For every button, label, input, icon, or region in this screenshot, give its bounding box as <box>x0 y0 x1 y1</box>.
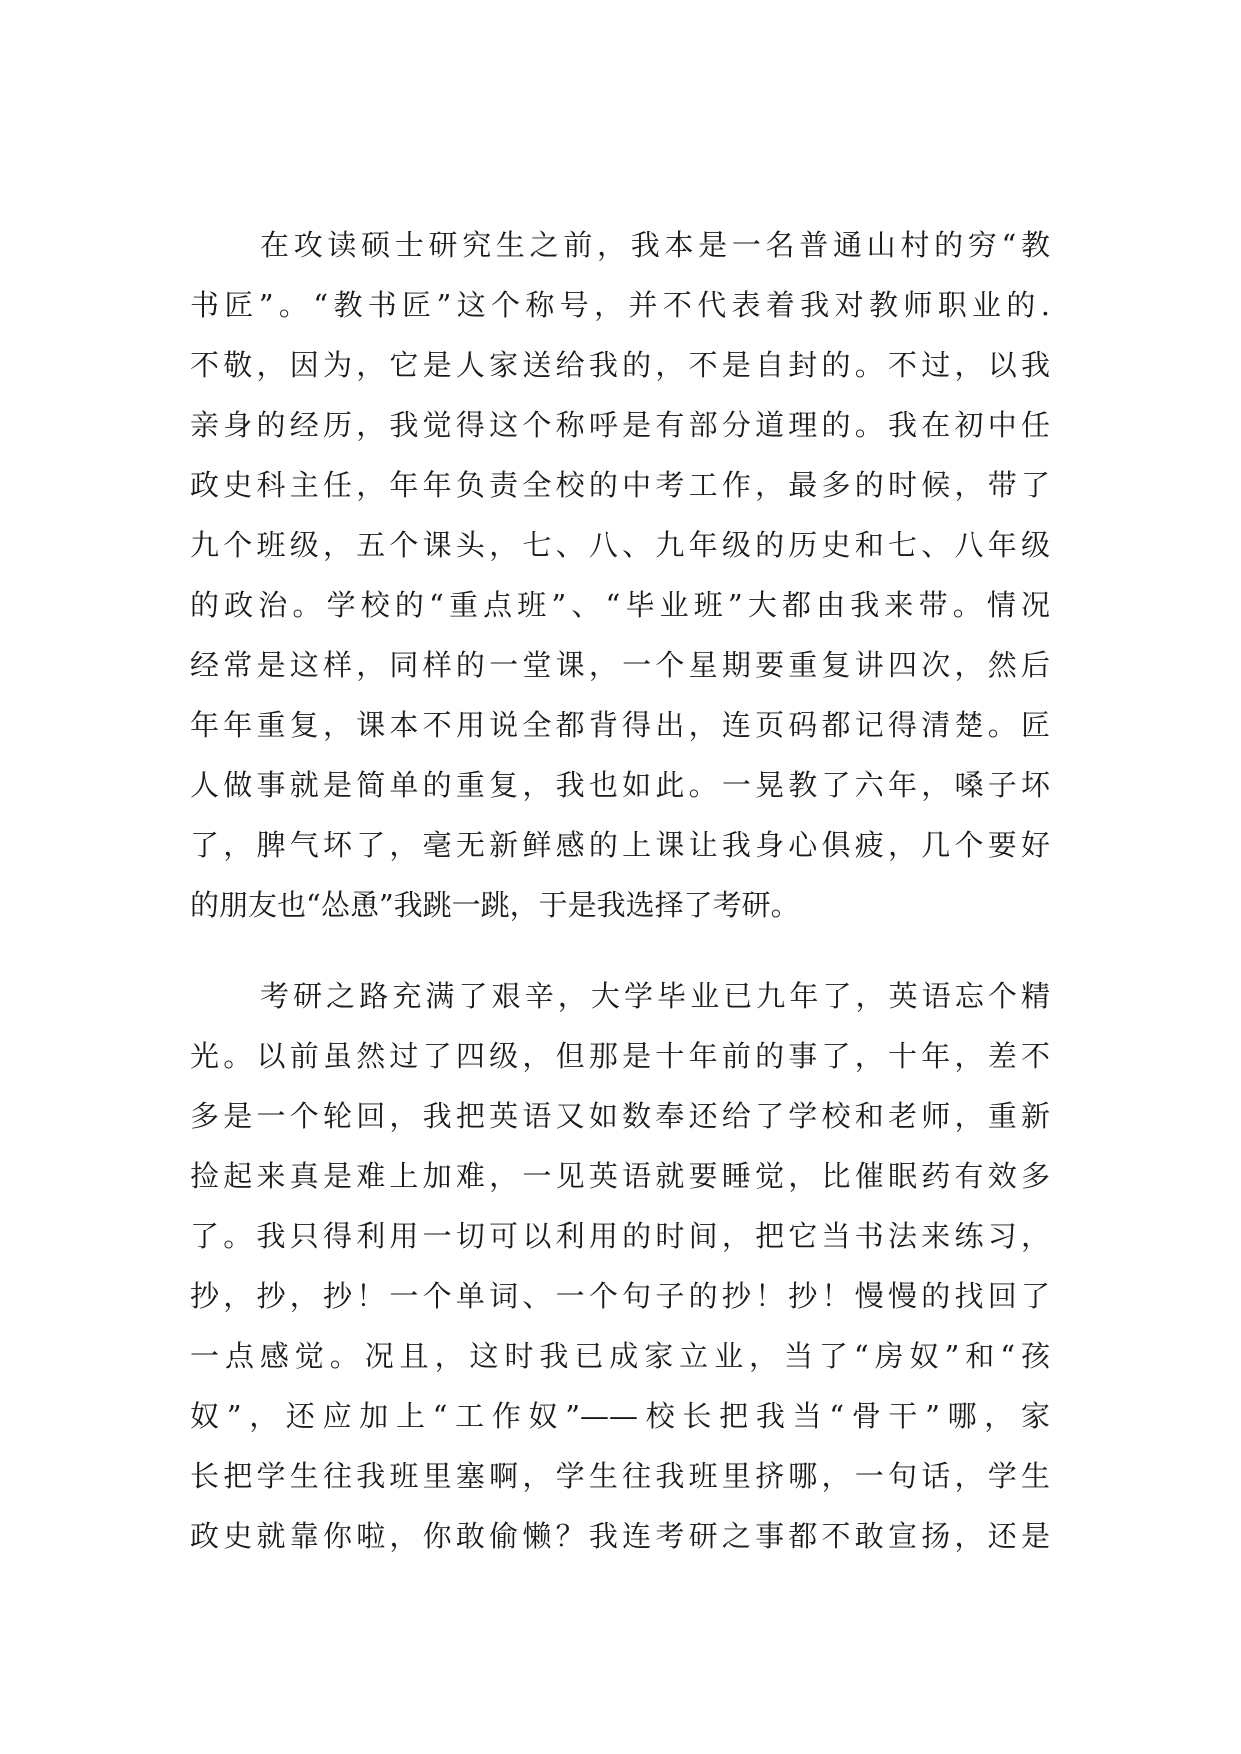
paragraph-2 <box>190 966 1050 1566</box>
text-line: 政史科主任，年年负责全校的中考工作，最多的时候，带了 <box>190 468 1050 502</box>
text-line: 不敬，因为，它是人家送给我的，不是自封的。不过，以我 <box>190 348 1050 382</box>
text-line: 的政治。学校的“重点班”、“毕业班”大都由我来带。情况 <box>190 588 1050 622</box>
text-line: 多是一个轮回，我把英语又如数奉还给了学校和老师，重新 <box>190 1099 1050 1133</box>
text-line: 一点感觉。况且，这时我已成家立业，当了“房奴”和“孩 <box>190 1339 1050 1373</box>
text-line: 考研之路充满了艰辛，大学毕业已九年了，英语忘个精 <box>260 979 1050 1013</box>
paragraph-1 <box>190 215 1050 935</box>
text-line: 人做事就是简单的重复，我也如此。一晃教了六年，嗓子坏 <box>190 768 1050 802</box>
text-line: 捡起来真是难上加难，一见英语就要睡觉，比催眠药有效多 <box>190 1159 1050 1193</box>
text-line: 长把学生往我班里塞啊，学生往我班里挤哪，一句话，学生 <box>190 1459 1050 1493</box>
text-line: 亲身的经历，我觉得这个称呼是有部分道理的。我在初中任 <box>190 408 1050 442</box>
text-line: 光。以前虽然过了四级，但那是十年前的事了，十年，差不 <box>190 1039 1050 1073</box>
text-line: 年年重复，课本不用说全都背得出，连页码都记得清楚。匠 <box>190 708 1050 742</box>
text-line: 在攻读硕士研究生之前，我本是一名普通山村的穷“教 <box>260 228 1050 262</box>
text-line: 经常是这样，同样的一堂课，一个星期要重复讲四次，然后 <box>190 648 1050 682</box>
text-line: 九个班级，五个课头，七、八、九年级的历史和七、八年级 <box>190 528 1050 562</box>
text-line: 了，脾气坏了，毫无新鲜感的上课让我身心俱疲，几个要好 <box>190 828 1050 862</box>
text-line: 书匠”。“教书匠”这个称号，并不代表着我对教师职业的. <box>190 288 1050 322</box>
text-line: 的朋友也“怂恿”我跳一跳，于是我选择了考研。 <box>190 888 800 922</box>
text-line: 了。我只得利用一切可以利用的时间，把它当书法来练习， <box>190 1219 1050 1253</box>
text-line: 奴”，还应加上“工作奴”——校长把我当“骨干”哪，家 <box>190 1399 1050 1433</box>
text-line: 抄，抄，抄！一个单词、一个句子的抄！抄！慢慢的找回了 <box>190 1279 1050 1313</box>
text-line: 政史就靠你啦，你敢偷懒？我连考研之事都不敢宣扬，还是 <box>190 1519 1050 1553</box>
